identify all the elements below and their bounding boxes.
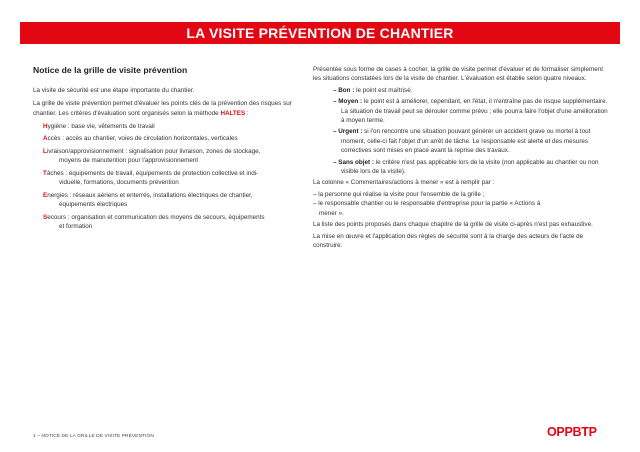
halte-item-continuation: et formation bbox=[59, 223, 93, 231]
halte-item-continuation: équipements électriques bbox=[59, 201, 128, 209]
halte-item-taches bbox=[33, 169, 305, 188]
list-not-exhaustive-note: La liste des points proposés dans chaque chapitre de la grille de visite ci-après n'est pas exhaustive. bbox=[313, 221, 593, 229]
comments-dash-2: – le responsable chantier ou le responsable d'entreprise pour la partie « Actions à bbox=[313, 200, 541, 208]
halte-letter: A bbox=[43, 135, 48, 143]
halte-item-continuation: moyens de manutention pour l'approvisionnement bbox=[59, 157, 199, 165]
halte-letter: T bbox=[43, 169, 47, 177]
notice-heading: Notice de la grille de visite prévention bbox=[33, 65, 188, 75]
oppbtp-logo bbox=[547, 425, 597, 439]
halte-item-livraison bbox=[33, 147, 305, 166]
level-bon bbox=[313, 86, 609, 95]
halte-item-text: ivraison/approvisionnement : signalisation pour livraison, zones de stockage, bbox=[46, 147, 261, 155]
left-column bbox=[33, 65, 305, 235]
halte-letter: L bbox=[43, 147, 47, 155]
level-label: – Sans objet : bbox=[333, 158, 374, 166]
logo-opp: OPP bbox=[547, 425, 573, 439]
level-text: le point est à améliorer, cependant, en l'état, il n'entraîne pas de risque supplémentaire. La situation de travail peut se dérouler comme prévu ; elle pourra faire l'objet d'une amélioration à moyen terme. bbox=[341, 98, 608, 125]
halte-method-name: HALTES bbox=[220, 109, 246, 117]
comments-dash-1: – la personne qui réalise la visite pour l'ensemble de la grille ; bbox=[313, 190, 485, 198]
halte-item-hygiene bbox=[33, 122, 305, 132]
halte-item-text: ecours : organisation et communication des moyens de secours, équipements bbox=[47, 213, 265, 221]
halte-item-text: âches : équipements de travail, équipements de protection collective et indi- bbox=[46, 169, 259, 177]
page-title: LA VISITE PRÉVENTION DE CHANTIER bbox=[186, 25, 454, 41]
comments-dash-2-continuation: mener ». bbox=[319, 209, 344, 217]
intro-paragraph-1: La visite de sécurité est une étape importante du chantier. bbox=[33, 87, 195, 94]
halte-item-text: ygiène : base vie, vêtements de travail bbox=[47, 122, 155, 130]
halte-item-energies bbox=[33, 191, 305, 210]
intro-paragraph-2-text: La grille de visite prévention permet d'évaluer les points clés de la prévention des risques sur chantier. Les critères d'évaluation sont organisés selon la méthode bbox=[33, 100, 292, 117]
page-footer: 1 – NOTICE DE LA GRILLE DE VISITE PRÉVENTION bbox=[33, 434, 154, 439]
intro-paragraph-2-colon: : bbox=[245, 109, 249, 117]
level-label: – Urgent : bbox=[333, 128, 363, 136]
halte-item-secours bbox=[33, 213, 305, 232]
halte-letter: H bbox=[43, 122, 48, 130]
level-label: – Bon : bbox=[333, 86, 355, 94]
safety-rules-note: La mise en œuvre et l'application des règles de sécurité sont à la charge des acteurs de l'acte de construire. bbox=[313, 232, 584, 249]
halte-item-acces bbox=[33, 134, 305, 144]
intro-paragraph-2 bbox=[33, 99, 305, 118]
halte-letter: E bbox=[43, 191, 48, 199]
halte-item-text: ccès : accès au chantier, voies de circulation horizontales, verticales bbox=[47, 135, 238, 143]
level-text: si l'on rencontre une situation pouvant générer un accident grave ou mortel à tout moment, celle-ci fait l'objet d'un arrêt de tâche. Le responsable est alerté et des mesures correctives sont mises en place avant la reprise des travaux. bbox=[341, 128, 591, 155]
halte-item-text: nergies : réseaux aériens et enterrés, installations électriques de chantier, bbox=[47, 191, 253, 199]
level-text: le point est maîtrisé. bbox=[354, 86, 413, 94]
level-label: – Moyen : bbox=[333, 98, 363, 106]
page-title-banner bbox=[20, 22, 620, 44]
logo-btp: BTP bbox=[572, 425, 597, 439]
comments-column-intro: La colonne « Commentaires/actions à mener » est à remplir par : bbox=[313, 179, 495, 187]
evaluation-intro: Présentée sous forme de cases à cocher, la grille de visite permet d'évaluer et de formaliser simplement les situations constatées lors de la visite de chantier. L'évaluation est établie selon quatre niveaux. bbox=[313, 66, 603, 83]
level-text: le critère n'est pas applicable lors de la visite (non applicable au chantier ou non visible lors de la visite). bbox=[341, 158, 599, 176]
halte-letter: S bbox=[43, 213, 48, 221]
right-column bbox=[313, 65, 609, 252]
halte-item-continuation: viduelle, formations, documents prévention bbox=[59, 179, 179, 187]
level-sans-objet bbox=[313, 158, 609, 177]
level-moyen bbox=[313, 97, 609, 125]
level-urgent bbox=[313, 127, 609, 155]
